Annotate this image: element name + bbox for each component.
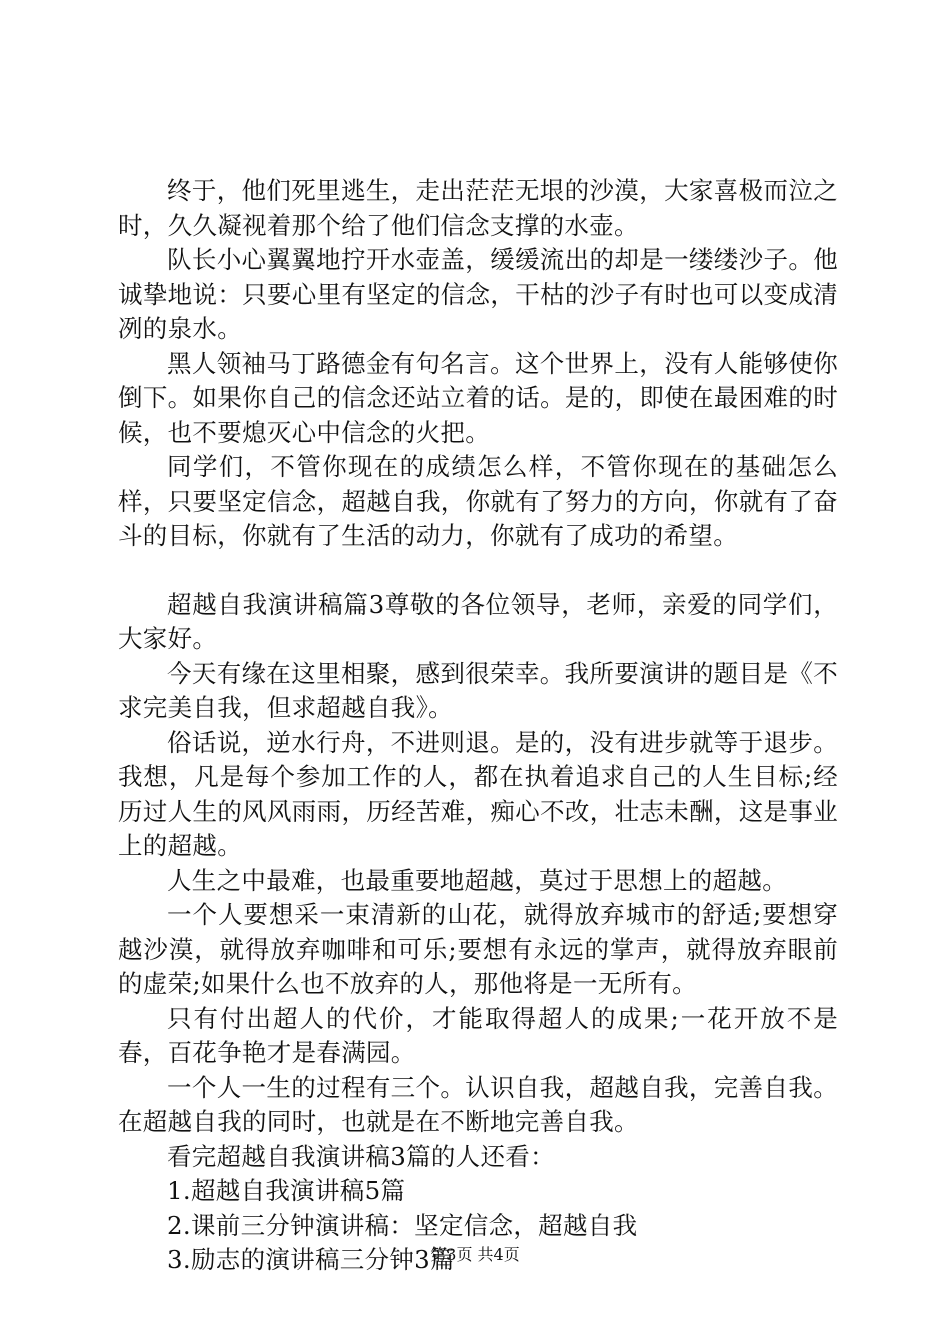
paragraph: 终于，他们死里逃生，走出茫茫无垠的沙漠，大家喜极而泣之时，久久凝视着那个给了他们信念支撑的水壶。 [118, 176, 838, 240]
paragraph: 一个人一生的过程有三个。认识自我，超越自我，完善自我。在超越自我的同时，也就是在不断地完善自我。 [118, 1072, 838, 1136]
paragraph: 只有付出超人的代价，才能取得超人的成果;一花开放不是春，百花争艳才是春满园。 [118, 1003, 838, 1067]
paragraph: 人生之中最难，也最重要地超越，莫过于思想上的超越。 [167, 865, 787, 895]
paragraph: 一个人要想采一束清新的山花，就得放弃城市的舒适;要想穿越沙漠，就得放弃咖啡和可乐;要想有永远的掌声，就得放弃眼前的虚荣;如果什么也不放弃的人，那他将是一无所有。 [118, 900, 838, 998]
document-body [118, 174, 838, 1278]
page-number-footer: 第3页 共4页 [430, 1245, 520, 1264]
paragraph: 黑人领袖马丁路德金有句名言。这个世界上，没有人能够使你倒下。如果你自己的信念还站立着的话。是的，即使在最困难的时候，也不要熄灭心中信念的火把。 [118, 348, 838, 447]
related-link-3[interactable]: 3.励志的演讲稿三分钟3篇 [167, 1245, 455, 1274]
related-link-1[interactable]: 1.超越自我演讲稿5篇 [167, 1176, 406, 1205]
paragraph: 同学们，不管你现在的成绩怎么样，不管你现在的基础怎么样，只要坚定信念，超越自我，你就有了努力的方向，你就有了奋斗的目标，你就有了生活的动力，你就有了成功的希望。 [118, 452, 838, 550]
paragraph: 今天有缘在这里相聚，感到很荣幸。我所要演讲的题目是《不求完美自我，但求超越自我》。 [118, 658, 838, 722]
paragraph: 俗话说，逆水行舟，不进则退。是的，没有进步就等于退步。我想，凡是每个参加工作的人，都在执着追求自己的人生目标;经历过人生的风风雨雨，历经苦难，痴心不改，壮志未酬，这是事业上的超越。 [118, 727, 838, 860]
paragraph: 队长小心翼翼地拧开水壶盖，缓缓流出的却是一缕缕沙子。他诚挚地说：只要心里有坚定的信念，干枯的沙子有时也可以变成清冽的泉水。 [118, 245, 838, 343]
related-link-2[interactable]: 2.课前三分钟演讲稿：坚定信念，超越自我 [167, 1210, 638, 1240]
paragraph-gap [118, 554, 838, 588]
section-heading-paragraph: 超越自我演讲稿篇3尊敬的各位领导，老师，亲爱的同学们，大家好。 [118, 589, 838, 653]
related-heading: 看完超越自我演讲稿3篇的人还看： [167, 1141, 555, 1171]
